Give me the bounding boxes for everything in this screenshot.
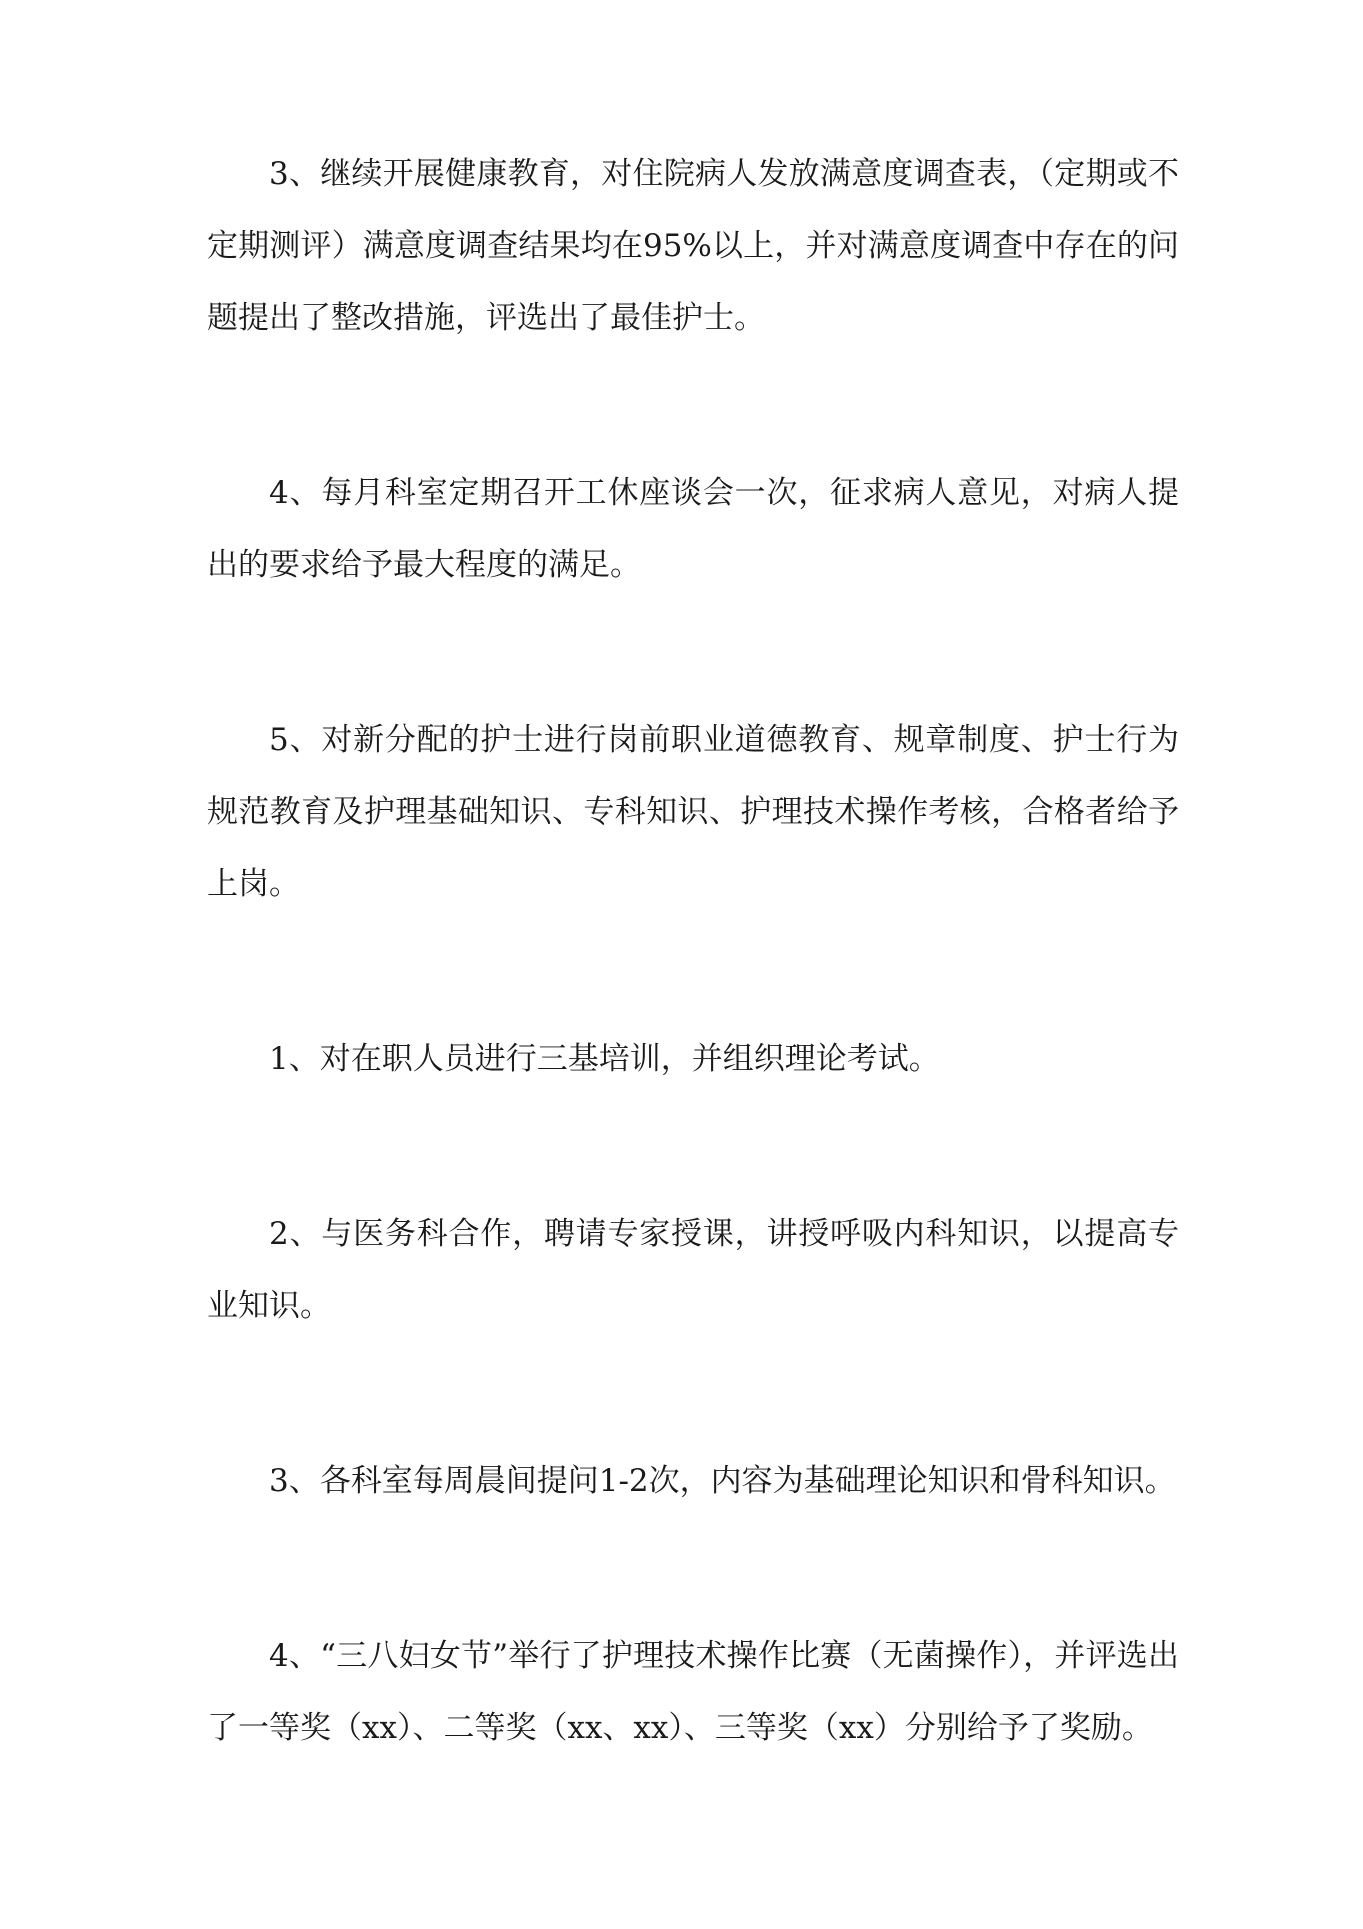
- paragraph-morning-questions: 3、各科室每周晨间提问1-2次，内容为基础理论知识和骨科知识。: [269, 1463, 1176, 1499]
- document-body: [207, 138, 1179, 1867]
- paragraph-new-nurse-training: 5、对新分配的护士进行岗前职业道德教育、规章制度、护士行为规范教育及护理基础知识、专科知识、护理技术操作考核，合格者给予上岗。: [207, 722, 1179, 902]
- paragraph-skills-competition: 4、“三八妇女节”举行了护理技术操作比赛（无菌操作），并评选出了一等奖（xx）、二等奖（xx、xx）、三等奖（xx）分别给予了奖励。: [207, 1638, 1179, 1746]
- paragraph-three-basics-training: 1、对在职人员进行三基培训，并组织理论考试。: [269, 1041, 940, 1077]
- paragraph-patient-meeting: 4、每月科室定期召开工休座谈会一次，征求病人意见，对病人提出的要求给予最大程度的满足。: [207, 475, 1179, 583]
- paragraph-expert-lectures: 2、与医务科合作，聘请专家授课，讲授呼吸内科知识，以提高专业知识。: [207, 1216, 1179, 1324]
- paragraph-satisfaction-survey: 3、继续开展健康教育，对住院病人发放满意度调查表，（定期或不定期测评）满意度调查结果均在95%以上，并对满意度调查中存在的问题提出了整改措施，评选出了最佳护士。: [207, 156, 1179, 336]
